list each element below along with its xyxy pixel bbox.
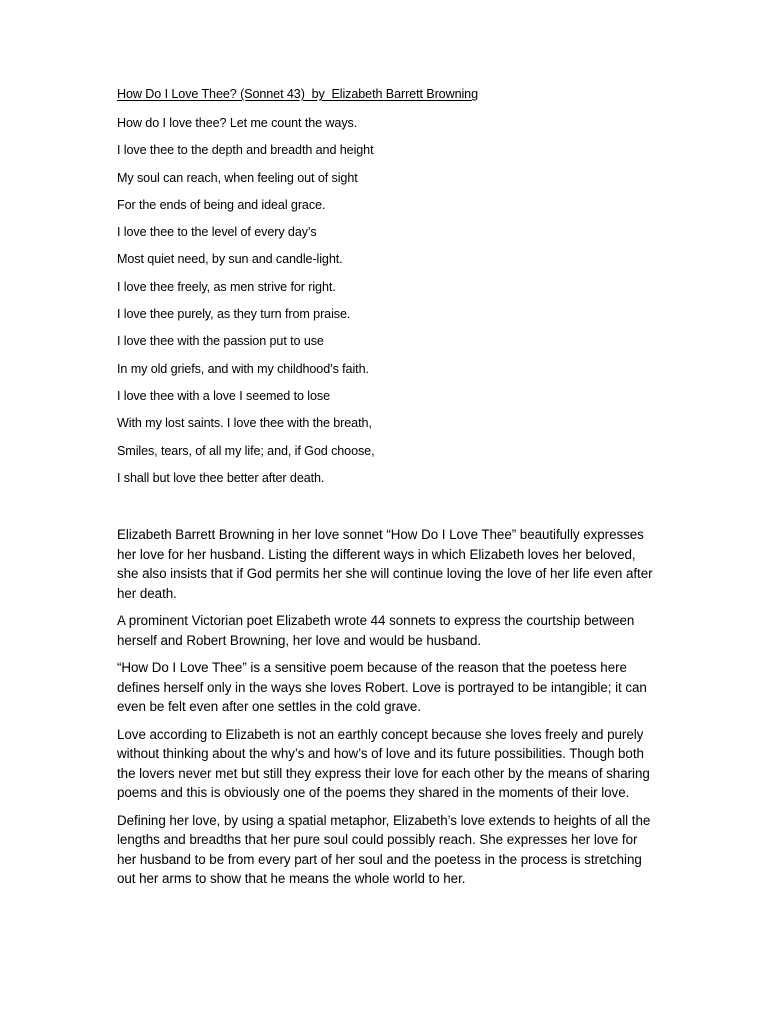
analysis-paragraph: Elizabeth Barrett Browning in her love sonnet “How Do I Love Thee” beautifully expresses her love for her husband. Listing the different ways in which Elizabeth loves her beloved, she also insists that if God permits her she will continue loving the love of her life even after her death. [117, 527, 653, 601]
poem-line: My soul can reach, when feeling out of sight [117, 170, 358, 185]
poem-line: I love thee with the passion put to use [117, 334, 324, 349]
analysis-paragraph: Love according to Elizabeth is not an earthly concept because she loves freely and purely without thinking about the why’s and how’s of love and its future possibilities. Though both the lovers never met but still they express their love for each other by the means of sharing poems and this is obviously one of the poems they shared in the moments of their love. [117, 726, 650, 800]
poem-line: For the ends of being and ideal grace. [117, 197, 326, 212]
poem-line: With my lost saints. I love thee with the breath, [117, 416, 372, 431]
analysis-paragraph: “How Do I Love Thee” is a sensitive poem because of the reason that the poetess here defines herself only in the ways she loves Robert. Love is portrayed to be intangible; it can even be felt even after one settles in the cold grave. [117, 660, 647, 714]
analysis-text [117, 525, 657, 897]
poem-line: I love thee freely, as men strive for right. [117, 279, 336, 294]
poem-title: How Do I Love Thee? (Sonnet 43) by Elizabeth Barrett Browning [117, 87, 478, 101]
poem-line: How do I love thee? Let me count the ways. [117, 116, 358, 130]
poem-line: I love thee purely, as they turn from praise. [117, 307, 351, 322]
poem-line: I love thee to the depth and breadth and height [117, 143, 374, 158]
poem-text [117, 115, 374, 497]
analysis-paragraph: A prominent Victorian poet Elizabeth wrote 44 sonnets to express the courtship between herself and Robert Browning, her love and would be husband. [117, 613, 635, 648]
poem-line: I love thee to the level of every day’s [117, 225, 317, 240]
poem-line: I love thee with a love I seemed to lose [117, 388, 331, 403]
poem-line: Most quiet need, by sun and candle-light. [117, 252, 343, 267]
poem-line: Smiles, tears, of all my life; and, if God choose, [117, 443, 375, 458]
poem-line: I shall but love thee better after death. [117, 470, 325, 485]
analysis-paragraph: Defining her love, by using a spatial metaphor, Elizabeth’s love extends to heights of all the lengths and breadths that her pure soul could possibly reach. She expresses her love for her husband to be from every part of her soul and the poetess in the process is stretching out her arms to show that he means the whole world to her. [117, 812, 651, 886]
poem-line: In my old griefs, and with my childhood’s faith. [117, 361, 369, 376]
